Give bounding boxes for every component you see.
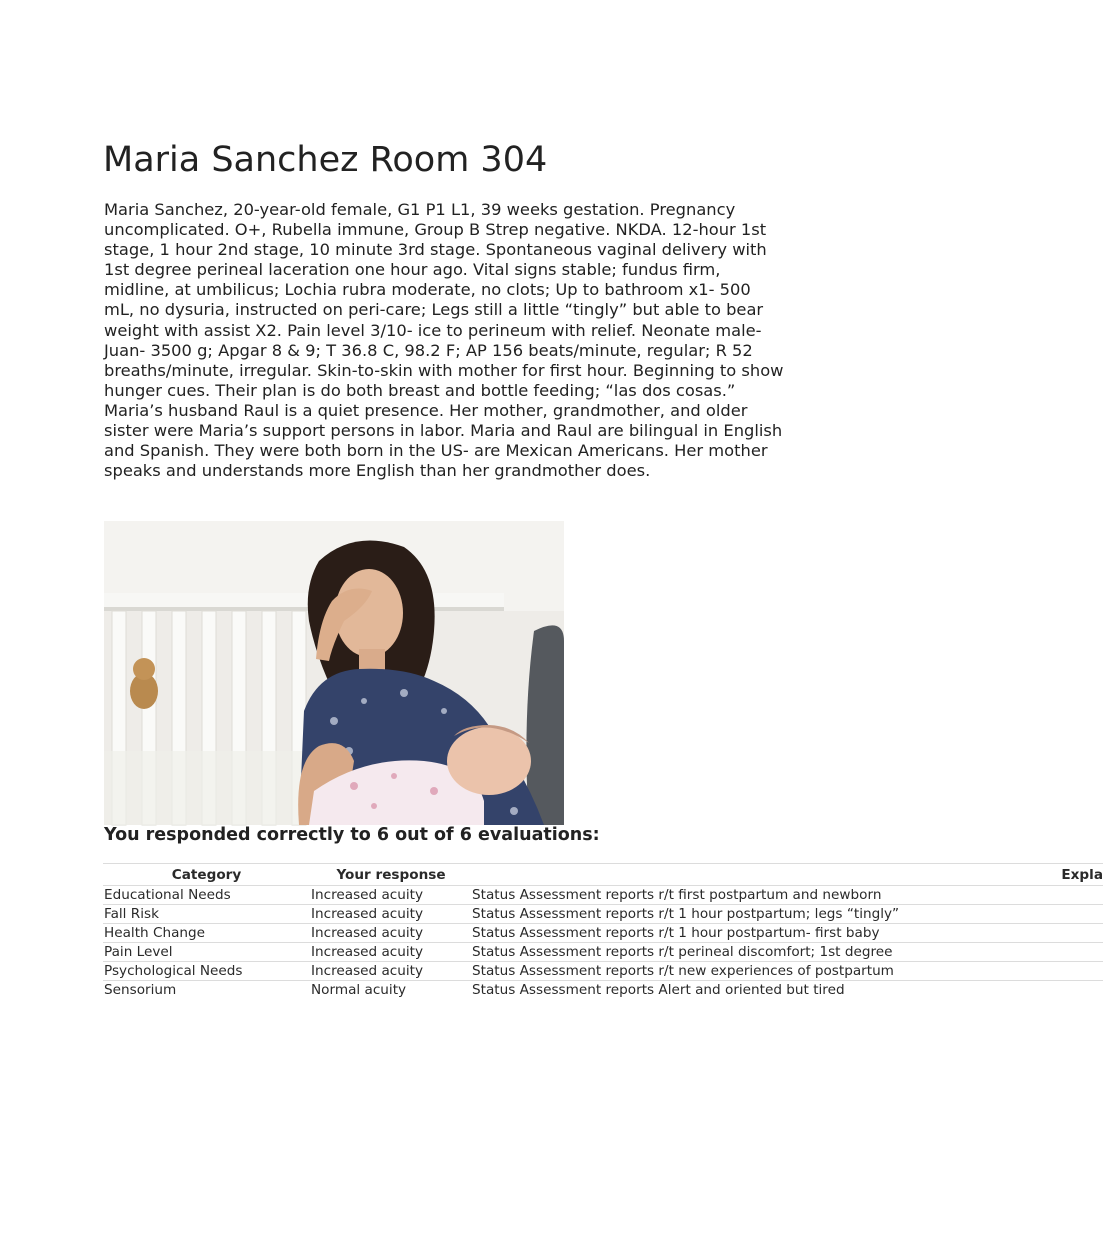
category-cell: Health Change xyxy=(103,924,310,943)
explanation-cell: Status Assessment reports Alert and oriented but tired xyxy=(472,982,845,998)
mother-with-newborn-photo xyxy=(104,521,564,825)
category-cell: Educational Needs xyxy=(103,886,310,905)
response-cell: Normal acuity xyxy=(311,982,407,998)
category-cell: Fall Risk xyxy=(103,905,310,924)
response-cell: Increased acuity xyxy=(310,905,472,924)
column-header-explanation: Expla xyxy=(472,864,1103,886)
category-cell: Sensorium xyxy=(104,982,177,998)
table-row xyxy=(103,924,1103,943)
results-table xyxy=(103,863,1103,999)
table-row xyxy=(103,981,1103,1000)
response-cell: Increased acuity xyxy=(310,886,472,905)
response-cell: Increased acuity xyxy=(310,962,472,981)
response-cell: Increased acuity xyxy=(310,924,472,943)
category-cell: Pain Level xyxy=(103,943,310,962)
explanation-cell: Status Assessment reports r/t first postpartum and newborn xyxy=(472,886,1103,905)
case-summary: Maria Sanchez, 20-year-old female, G1 P1 L1, 39 weeks gestation. Pregnancy uncomplicated. O+, Rubella immune, Group B Strep negative. NKDA. 12-hour 1st stage, 1 hour 2nd stage, 10 minute 3rd stage. Spontaneous vaginal delivery with 1st degree perineal laceration one hour ago. Vital signs stable; fundus firm, midline, at umbilicus; Lochia rubra moderate, no clots; Up to bathroom x1- 500 mL, no dysuria, instructed on peri-care; Legs still a little “tingly” but able to bear weight with assist X2. Pain level 3/10- ice to perineum with relief. Neonate male- Juan- 3500 g; Apgar 8 & 9; T 36.8 C, 98.2 F; AP 156 beats/minute, regular; R 52 breaths/minute, irregular. Skin-to-skin with mother for first hour. Beginning to show hunger cues. Their plan is do both breast and bottle feeding; “las dos cosas.” Maria’s husband Raul is a quiet presence. Her mother, grandmother, and older sister were Maria’s support persons in labor. Maria and Raul are bilingual in English and Spanish. They were both born in the US- are Mexican Americans. Her mother speaks and understands more English than her grandmother does. xyxy=(104,200,784,481)
table-row xyxy=(103,905,1103,924)
explanation-cell: Status Assessment reports r/t 1 hour postpartum- first baby xyxy=(472,924,1103,943)
explanation-cell: Status Assessment reports r/t perineal discomfort; 1st degree xyxy=(472,943,1103,962)
results-heading: You responded correctly to 6 out of 6 evaluations: xyxy=(104,825,600,845)
column-header-response: Your response xyxy=(310,864,472,886)
explanation-cell: Status Assessment reports r/t new experiences of postpartum xyxy=(472,962,1103,981)
page-title: Maria Sanchez Room 304 xyxy=(103,140,548,180)
table-row xyxy=(103,962,1103,981)
category-cell: Psychological Needs xyxy=(103,962,310,981)
table-row xyxy=(103,943,1103,962)
table-row xyxy=(103,886,1103,905)
response-cell: Increased acuity xyxy=(310,943,472,962)
table-header-row xyxy=(103,864,1103,886)
explanation-cell: Status Assessment reports r/t 1 hour postpartum; legs “tingly” xyxy=(472,905,1103,924)
column-header-category: Category xyxy=(103,864,310,886)
results-table-container xyxy=(103,863,1103,999)
